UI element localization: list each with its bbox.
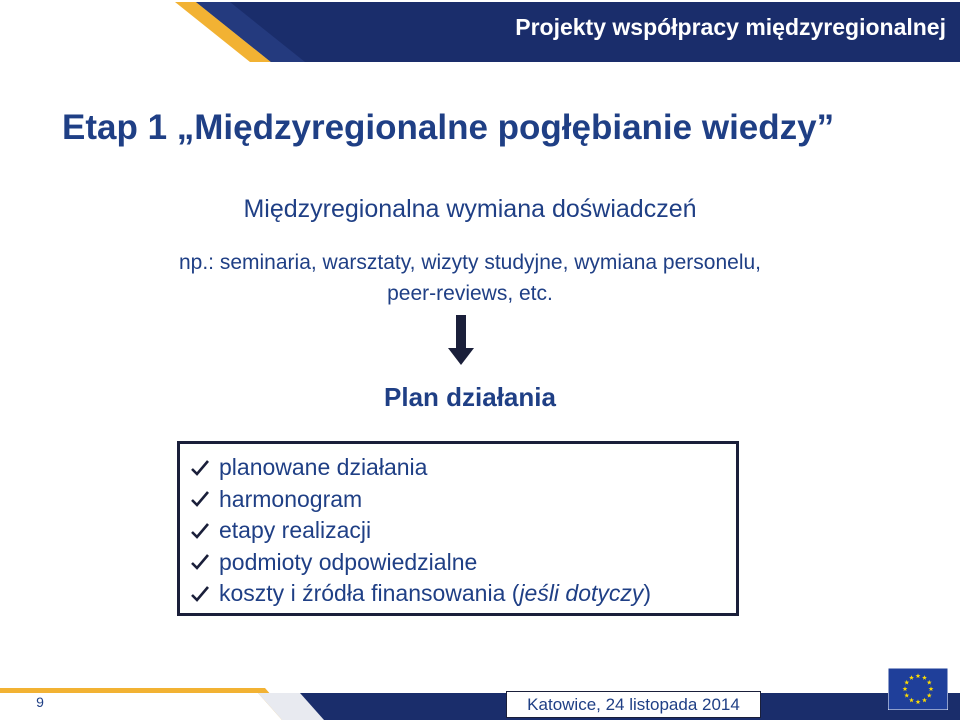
subheading: Międzyregionalna wymiana doświadczeń (243, 195, 697, 223)
plan-list (180, 444, 736, 610)
plan-item (190, 578, 736, 610)
checkmark-icon (190, 458, 210, 478)
eu-flag-icon (888, 668, 948, 710)
plan-item-end: ) (643, 580, 652, 607)
main-heading: Etap 1 „Międzyregionalne pogłębianie wiedzy” (62, 108, 835, 147)
plan-item-label: harmonogram (219, 485, 363, 512)
footer-date: Katowice, 24 listopada 2014 (506, 691, 761, 718)
plan-heading: Plan działania (384, 382, 556, 412)
plan-item-label: etapy realizacji (219, 517, 372, 544)
examples-line-1: np.: seminaria, warsztaty, wizyty studyjne, wymiana personelu, (178, 251, 761, 274)
checkmark-icon (190, 584, 210, 604)
plan-item-label: podmioty odpowiedzialne (219, 548, 478, 575)
footer-band (0, 688, 960, 720)
plan-item-note: jeśli dotyczy (519, 580, 644, 607)
arrow-down-icon (447, 315, 475, 365)
plan-item (190, 452, 736, 484)
header-title: Projekty współpracy międzyregionalnej (515, 14, 946, 40)
checkmark-icon (190, 521, 210, 541)
plan-item (190, 547, 736, 579)
examples-text (80, 247, 860, 309)
plan-item (190, 484, 736, 516)
plan-item-label: planowane działania (219, 454, 428, 481)
checkmark-icon (190, 552, 210, 572)
plan-item (190, 515, 736, 547)
plan-item-label: koszty i źródła finansowania ( (219, 580, 520, 607)
examples-line-2: peer-reviews, etc. (387, 282, 553, 305)
checkmark-icon (190, 489, 210, 509)
page-number: 9 (36, 694, 44, 710)
plan-box (177, 441, 739, 616)
